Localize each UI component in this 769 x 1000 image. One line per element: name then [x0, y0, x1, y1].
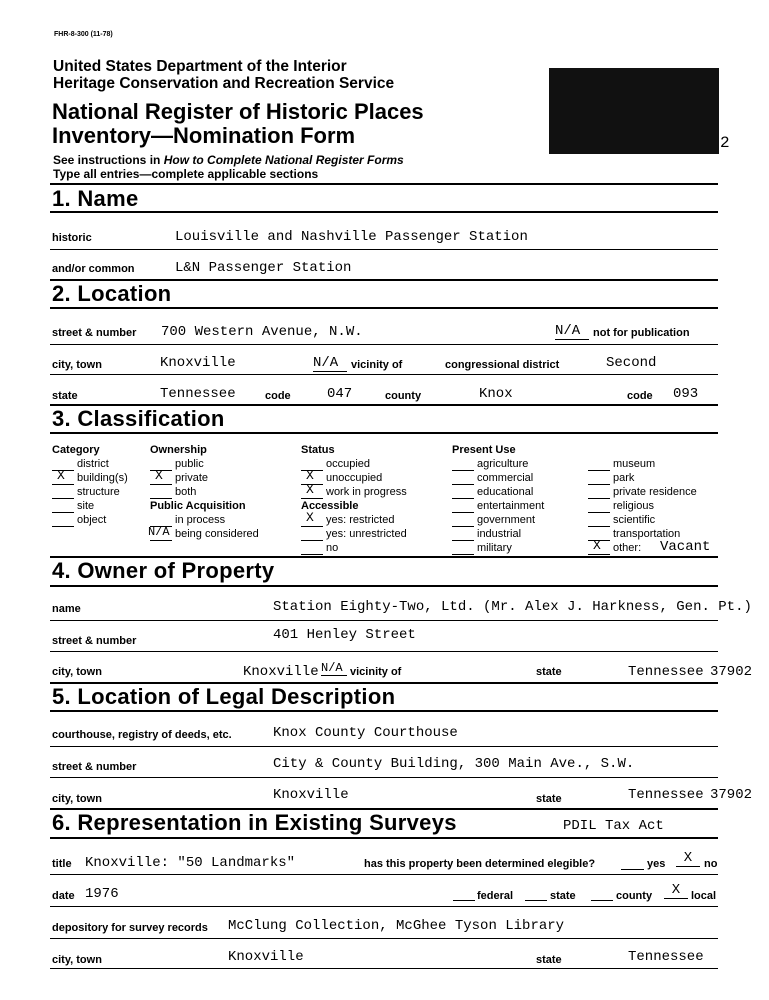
state-code-field[interactable]: 047 — [327, 386, 353, 402]
status-column — [301, 443, 407, 555]
survey-date-field[interactable]: 1976 — [85, 886, 119, 902]
survey-title-field[interactable]: Knoxville: "50 Landmarks" — [85, 855, 296, 871]
owner-name-label: name — [52, 603, 81, 615]
no-mark[interactable]: X — [676, 850, 700, 867]
rule — [50, 710, 718, 712]
state-blank[interactable] — [525, 900, 547, 901]
legal-city-field[interactable]: Knoxville — [273, 787, 349, 803]
no-label: no — [704, 858, 718, 870]
depository-city-label: city, town — [52, 954, 102, 966]
courthouse-field[interactable]: Knox County Courthouse — [273, 725, 458, 741]
county-level-label: county — [616, 890, 653, 902]
rule — [50, 307, 718, 309]
category-site[interactable]: site — [52, 499, 128, 513]
rule — [50, 837, 718, 839]
section-5-heading: 5. Location of Legal Description — [52, 684, 396, 709]
depository-field[interactable]: McClung Collection, McGhee Tyson Library — [228, 918, 565, 934]
rule — [50, 874, 718, 875]
ownership-public[interactable]: public — [150, 457, 259, 471]
legal-state-field[interactable]: Tennessee — [628, 787, 704, 803]
legal-street-field[interactable]: City & County Building, 300 Main Ave., S.W. — [273, 756, 635, 772]
owner-state-label: state — [536, 666, 562, 678]
city-field[interactable]: Knoxville — [160, 355, 236, 371]
rule — [50, 906, 718, 907]
ownership-private[interactable]: X private — [150, 471, 259, 485]
instructions: See instructions in How to Complete National Register Forms — [53, 153, 404, 167]
category-buildings[interactable]: X building(s) — [52, 471, 128, 485]
form-title-line2: Inventory—Nomination Form — [52, 123, 356, 148]
acquisition-being-considered[interactable]: N/A being considered — [148, 525, 259, 540]
vicinity-mark[interactable]: N/A — [313, 355, 347, 372]
owner-name-field[interactable]: Station Eighty-Two, Ltd. (Mr. Alex J. Harkness, Gen. Pt.) — [273, 599, 752, 615]
legal-zip-field[interactable]: 37902 — [710, 787, 753, 803]
rule — [50, 249, 718, 250]
county-blank[interactable] — [591, 900, 613, 901]
rule — [50, 211, 718, 213]
owner-zip-field[interactable]: 37902 — [710, 664, 753, 680]
use-agriculture[interactable]: agriculture — [452, 457, 544, 471]
survey-note: PDIL Tax Act — [563, 818, 664, 834]
section-2-heading: 2. Location — [52, 281, 172, 306]
use-entertainment[interactable]: entertainment — [452, 499, 544, 513]
state-label: state — [52, 390, 78, 402]
legal-street-label: street & number — [52, 761, 137, 773]
not-for-publication-label: not for publication — [593, 327, 690, 339]
owner-street-field[interactable]: 401 Henley Street — [273, 627, 416, 643]
historic-name-field[interactable]: Louisville and Nashville Passenger Station — [175, 229, 528, 245]
ownership-column — [150, 443, 259, 541]
common-name-field[interactable]: L&N Passenger Station — [175, 260, 352, 276]
street-label: street & number — [52, 327, 137, 339]
eligible-question: has this property been determined elegible? — [364, 858, 596, 870]
county-code-field[interactable]: 093 — [673, 386, 699, 402]
owner-vicinity-label: vicinity of — [350, 666, 402, 678]
depository-state-field[interactable]: Tennessee — [628, 949, 704, 965]
state-level-label: state — [550, 890, 576, 902]
category-district[interactable]: district — [52, 457, 128, 471]
rule — [50, 777, 718, 778]
legal-state-label: state — [536, 793, 562, 805]
accessible-restricted[interactable]: X yes: restricted — [301, 513, 407, 527]
accessible-unrestricted[interactable]: yes: unrestricted — [301, 527, 407, 541]
accessible-no[interactable]: no — [301, 541, 407, 555]
rule — [50, 746, 718, 747]
category-object[interactable]: object — [52, 513, 128, 527]
ownership-heading: Ownership — [150, 444, 207, 456]
yes-blank[interactable] — [621, 869, 644, 870]
congressional-district-label: congressional district — [445, 359, 560, 371]
use-military[interactable]: military — [452, 541, 544, 555]
yes-label: yes — [647, 858, 666, 870]
street-field[interactable]: 700 Western Avenue, N.W. — [161, 324, 363, 340]
rule — [50, 938, 718, 939]
acquisition-in-process[interactable]: in process — [150, 513, 259, 527]
rule — [50, 183, 718, 185]
survey-date-label: date — [52, 890, 75, 902]
use-industrial[interactable]: industrial — [452, 527, 544, 541]
depository-state-label: state — [536, 954, 562, 966]
use-scientific[interactable]: scientific — [588, 513, 697, 527]
use-other[interactable]: X other: — [588, 541, 697, 555]
common-name-label: and/or common — [52, 263, 135, 275]
state-field[interactable]: Tennessee — [160, 386, 236, 402]
type-instructions: Type all entries—complete applicable sections — [53, 167, 319, 181]
rule — [50, 585, 718, 587]
rule — [50, 432, 718, 434]
owner-state-field[interactable]: Tennessee — [628, 664, 704, 680]
status-unoccupied[interactable]: X unoccupied — [301, 471, 407, 485]
county-label: county — [385, 390, 422, 402]
vicinity-label: vicinity of — [351, 359, 403, 371]
rule — [50, 651, 718, 652]
redacted-stamp — [549, 68, 719, 154]
use-government[interactable]: government — [452, 513, 544, 527]
local-mark[interactable]: X — [664, 882, 688, 899]
section-6-heading: 6. Representation in Existing Surveys — [52, 810, 457, 835]
use-park[interactable]: park — [588, 471, 697, 485]
category-column — [52, 443, 128, 527]
survey-title-label: title — [52, 858, 72, 870]
status-occupied[interactable]: occupied — [301, 457, 407, 471]
section-4-heading: 4. Owner of Property — [52, 558, 275, 583]
congressional-district-field[interactable]: Second — [606, 355, 657, 371]
owner-city-field[interactable]: Knoxville — [243, 664, 319, 680]
owner-vicinity-mark[interactable]: N/A — [321, 661, 347, 676]
not-for-publication-mark[interactable]: N/A — [555, 323, 589, 340]
federal-label: federal — [477, 890, 514, 902]
depository-city-field[interactable]: Knoxville — [228, 949, 304, 965]
category-heading: Category — [52, 444, 100, 456]
courthouse-label: courthouse, registry of deeds, etc. — [52, 729, 232, 741]
historic-label: historic — [52, 232, 92, 244]
present-use-column — [452, 443, 544, 555]
local-label: local — [691, 890, 717, 902]
federal-blank[interactable] — [453, 900, 475, 901]
rule — [50, 968, 718, 969]
category-structure[interactable]: structure — [52, 485, 128, 499]
section-1-heading: 1. Name — [52, 186, 139, 211]
state-code-label: code — [265, 390, 291, 402]
status-heading: Status — [301, 444, 335, 456]
rule — [50, 374, 718, 375]
county-code-label: code — [627, 390, 653, 402]
ownership-both[interactable]: both — [150, 485, 259, 499]
rule — [50, 620, 718, 621]
stamp-digit: 2 — [720, 134, 730, 152]
public-acquisition-heading: Public Acquisition — [150, 500, 246, 512]
section-3-heading: 3. Classification — [52, 406, 225, 431]
owner-city-label: city, town — [52, 666, 102, 678]
form-title-line1: National Register of Historic Places — [52, 99, 424, 124]
rule — [50, 344, 718, 345]
depository-label: depository for survey records — [52, 922, 208, 934]
legal-city-label: city, town — [52, 793, 102, 805]
status-work-in-progress[interactable]: X work in progress — [301, 485, 407, 499]
use-religious[interactable]: religious — [588, 499, 697, 513]
use-transportation[interactable]: transportation — [588, 527, 697, 541]
form-code: FHR-8-300 (11-78) — [54, 31, 113, 38]
use-museum[interactable]: museum — [588, 457, 697, 471]
city-label: city, town — [52, 359, 102, 371]
use-private-residence[interactable]: private residence — [588, 485, 697, 499]
accessible-heading: Accessible — [301, 500, 359, 512]
use-educational[interactable]: educational — [452, 485, 544, 499]
present-use-heading: Present Use — [452, 444, 516, 456]
county-field[interactable]: Knox — [479, 386, 513, 402]
service-name: Heritage Conservation and Recreation Service — [53, 75, 395, 92]
use-commercial[interactable]: commercial — [452, 471, 544, 485]
department-name: United States Department of the Interior — [53, 58, 347, 75]
other-use-field[interactable]: Vacant — [660, 539, 711, 555]
owner-street-label: street & number — [52, 635, 137, 647]
